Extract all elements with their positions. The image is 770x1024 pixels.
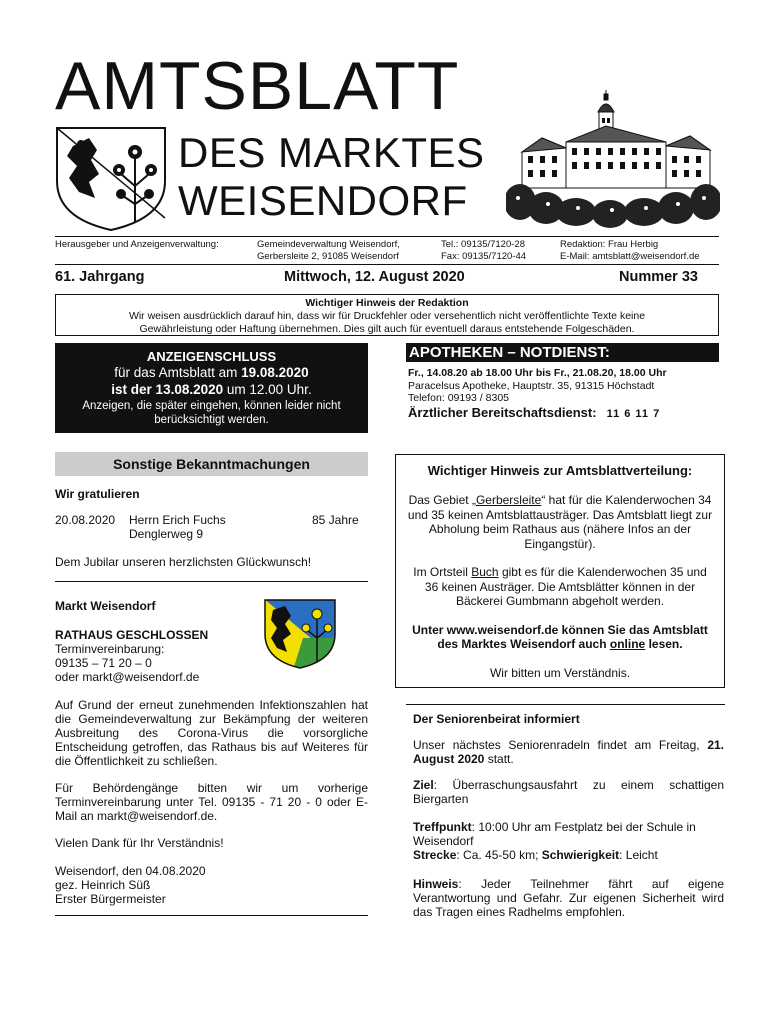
editorial-notice: Wichtiger Hinweis der Redaktion Wir weisen ausdrücklich darauf hin, dass wir für Druckfehler oder versehentlich nicht veröffentlichte Texte keine Gewährleistung oder Haftung übernehmen. Dies gilt auch für eventuell daraus entstehende Folgeschäden. xyxy=(55,294,719,336)
congrats-wish: Dem Jubilar unseren herzlichsten Glückwunsch! xyxy=(55,555,312,569)
section-other-notices: Sonstige Bekanntmachungen xyxy=(55,452,368,476)
town-para-3: Vielen Dank für Ihr Verständnis! xyxy=(55,836,224,850)
distribution-notice: Wichtiger Hinweis zur Amtsblattverteilung: Das Gebiet „Gerbersleite“ hat für die Kalenderwochen 34 und 35 keinen Amtsblattausträger. Das Amtsblatt liegt zur Abholung beim Rathaus aus (nähere Infos an der Eingangstür). Im Ortsteil Buch gibt es für die Kalenderwochen 35 und 36 keinen Austräger. Die Amtsblätter können in der Bäckerei Gumbmann abgeholt werden. Unter www.weisendorf.de können Sie das Amtsblatt des Marktes Weisendorf auch online lesen. Wir bitten um Verständnis. xyxy=(395,454,725,688)
town-para-1: Auf Grund der erneut zunehmenden Infektionszahlen hat die Gemeindeverwaltung zur Bekämpfung der weiteren Ausbreitung des Corona-Virus die vorsorgliche Entscheidung getroffen, das Rathaus bis auf Weiteres für die Öffentlichkeit zu schließen. xyxy=(55,698,368,768)
seniors-meeting: Treffpunkt: 10:00 Uhr am Festplatz bei der Schule in Weisendorf Strecke: Ca. 45-50 km; Schwierigkeit: Leicht xyxy=(413,820,696,862)
divider-3 xyxy=(406,704,725,705)
publisher-address: Gemeindeverwaltung Weisendorf, Gerbersleite 2, 91085 Weisendorf xyxy=(257,239,400,262)
publisher-label: Herausgeber und Anzeigenverwaltung: xyxy=(55,239,219,250)
castle-illustration-icon xyxy=(506,90,720,236)
congrats-person: Herrn Erich Fuchs Denglerweg 9 xyxy=(129,513,226,541)
online-link[interactable]: online xyxy=(609,637,646,651)
town-closed: RATHAUS GESCHLOSSEN Terminvereinbarung: 09135 – 71 20 – 0 oder markt@weisendorf.de xyxy=(55,628,209,684)
town-para-2: Für Behördengänge bitten wir um vorherige Terminvereinbarung unter Tel. 09135 - 71 20 - 0 oder E-Mail an markt@weisendorf.de. xyxy=(55,781,368,823)
divider-2 xyxy=(55,915,368,916)
seniors-goal: Ziel: Überraschungsausfahrt zu einem schattigen Biergarten xyxy=(413,778,724,806)
masthead-subtitle-1: DES MARKTES xyxy=(178,129,485,176)
publisher-editor: Redaktion: Frau Herbig E-Mail: amtsblatt@weisendorf.de xyxy=(560,239,700,262)
town-org: Markt Weisendorf xyxy=(55,599,156,613)
seniors-note: Hinweis: Jeder Teilnehmer fährt auf eigene Verantwortung und Gefahr. Zur eigenen Sicherheit wird das Tragen eines Radhelms empfohlen. xyxy=(413,877,724,919)
congrats-age: 85 Jahre xyxy=(312,513,359,527)
pharmacy-title: APOTHEKEN – NOTDIENST: xyxy=(406,343,719,362)
pharmacy-details: Fr., 14.08.20 ab 18.00 Uhr bis Fr., 21.08.20, 18.00 Uhr Paracelsus Apotheke, Hauptstr. 35, 91315 Höchstadt Telefon: 09193 / 8305 xyxy=(408,367,667,404)
doctor-on-call: Ärztlicher Bereitschaftsdienst: 11 6 11 7 xyxy=(408,405,661,420)
congrats-date: 20.08.2020 xyxy=(55,513,116,527)
coat-of-arms-icon xyxy=(55,126,167,232)
seniors-heading: Der Seniorenbeirat informiert xyxy=(413,712,580,726)
publisher-phone: Tel.: 09135/7120-28 Fax: 09135/7120-44 xyxy=(441,239,527,262)
issue-number: Nummer 33 xyxy=(619,269,698,285)
masthead-title: AMTSBLATT xyxy=(55,48,460,124)
ad-deadline-box: ANZEIGENSCHLUSS für das Amtsblatt am 19.08.2020 ist der 13.08.2020 um 12.00 Uhr. Anzeigen, die später eingehen, können leider nicht berücksichtigt werden. xyxy=(55,343,368,433)
issue-volume: 61. Jahrgang xyxy=(55,269,145,285)
town-signature: Weisendorf, den 04.08.2020 gez. Heinrich Süß Erster Bürgermeister xyxy=(55,864,206,906)
masthead-subtitle-2: WEISENDORF xyxy=(178,177,468,224)
divider-1 xyxy=(55,581,368,582)
coat-of-arms-color-icon xyxy=(263,598,337,670)
seniors-para-1: Unser nächstes Seniorenradeln findet am Freitag, 21. August 2020 statt. xyxy=(413,738,724,766)
header-rule-bottom xyxy=(55,264,719,265)
header-rule-top xyxy=(55,236,719,237)
issue-date: Mittwoch, 12. August 2020 xyxy=(284,269,465,285)
congrats-heading: Wir gratulieren xyxy=(55,487,140,501)
